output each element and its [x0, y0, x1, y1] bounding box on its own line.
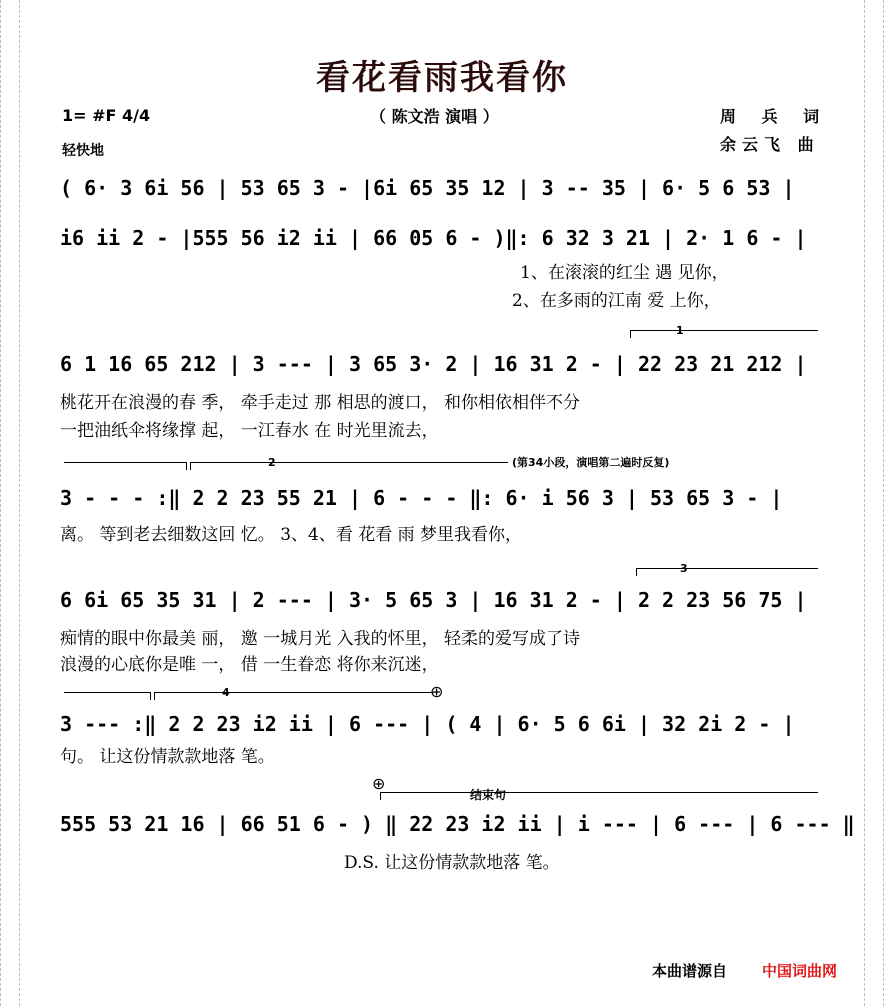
- volta-4-tick: [154, 692, 155, 700]
- composer-credit: 余云飞 曲: [720, 135, 820, 154]
- lyrics-row-4: 离。 等到老去细数这回 忆。 3、4、看 花看 雨 梦里我看你，: [60, 525, 523, 545]
- volta-2-tick: [190, 462, 191, 470]
- score-row-6: 3 --- :‖ 2 2 23 i2 ii | 6 --- | ( 4 | 6· 5 6 6i | 32 2i 2 - |: [60, 712, 795, 736]
- key-signature: 1= #F 4/4: [62, 106, 151, 125]
- score-row-2: i6 ii 2 - |555 56 i2 ii | 66 05 6 - )‖: 6 32 3 21 | 2· 1 6 - |: [60, 226, 807, 250]
- volta-2-line: [190, 462, 508, 463]
- source-label: 本曲谱源自: [652, 962, 728, 980]
- coda-sign-icon: ⊕: [430, 682, 444, 701]
- score-row-5: 6 6i 65 35 31 | 2 --- | 3· 5 65 3 | 16 31 2 - | 2 2 23 56 75 |: [60, 588, 807, 612]
- volta-3-label: 3: [680, 562, 688, 575]
- site-name: 中国词曲网: [762, 962, 838, 980]
- volta-4-label: 4: [222, 686, 230, 699]
- ending-label: 结束句: [470, 788, 507, 802]
- score-row-4: 3 - - - :‖ 2 2 23 55 21 | 6 - - - ‖: 6· i 56 3 | 53 65 3 - |: [60, 486, 783, 510]
- ending-tick: [380, 792, 381, 800]
- score-row-7: 555 53 21 16 | 66 51 6 - ) ‖ 22 23 i2 ii | i --- | 6 --- | 6 --- ‖: [60, 812, 855, 836]
- score-row-1: ( 6· 3 6i 56 | 53 65 3 - |6i 65 35 12 | 3 -- 35 | 6· 5 6 53 |: [60, 176, 795, 200]
- right-margin-strip: [864, 0, 884, 1006]
- volta-1-tick: [630, 330, 631, 338]
- lyrics-row-3-verse-1: 桃花开在浪漫的春 季， 牵手走过 那 相思的渡口， 和你相依相伴不分: [60, 393, 581, 413]
- score-row-3: 6 1 16 65 212 | 3 --- | 3 65 3· 2 | 16 31 2 - | 22 23 21 212 |: [60, 352, 807, 376]
- lyrics-row-2-verse-1: 1、在滚滚的红尘 遇 见你，: [520, 263, 729, 283]
- volta-1-continuation-line: [64, 462, 186, 463]
- song-title: 看花看雨我看你: [316, 58, 568, 98]
- lyricist-credit: 周 兵 词: [720, 107, 830, 126]
- lyrics-row-2-verse-2: 2、在多雨的江南 爱 上你，: [512, 291, 721, 311]
- lyrics-row-5-verse-2: 浪漫的心底你是唯 一， 借 一生眷恋 将你来沉迷，: [60, 655, 439, 675]
- lyrics-row-5-verse-1: 痴情的眼中你最美 丽， 邀 一城月光 入我的怀里， 轻柔的爱写成了诗: [60, 629, 581, 649]
- ending-line: [380, 792, 818, 793]
- coda-sign-icon-2: ⊕: [372, 774, 386, 793]
- volta-3-tick: [636, 568, 637, 576]
- repeat-note: (第34小段，演唱第二遍时反复): [512, 456, 670, 469]
- lyrics-row-3-verse-2: 一把油纸伞将缘撑 起， 一江春水 在 时光里流去，: [60, 421, 439, 441]
- volta-1-end-tick: [186, 462, 187, 470]
- volta-2-label: 2: [268, 456, 276, 469]
- volta-4-line: [154, 692, 434, 693]
- left-margin-strip: [0, 0, 20, 1006]
- volta-3-continuation-line: [64, 692, 150, 693]
- volta-1-label: 1: [676, 324, 684, 337]
- lyrics-row-7: D.S. 让这份情款款地落 笔。: [344, 853, 560, 873]
- volta-3-line: [636, 568, 818, 569]
- volta-3-end-tick: [150, 692, 151, 700]
- tempo-marking: 轻快地: [62, 143, 104, 159]
- volta-1-line: [630, 330, 818, 331]
- lyrics-row-6: 句。 让这份情款款地落 笔。: [60, 747, 275, 767]
- performer-subtitle: （ 陈文浩 演唱 ）: [370, 107, 499, 126]
